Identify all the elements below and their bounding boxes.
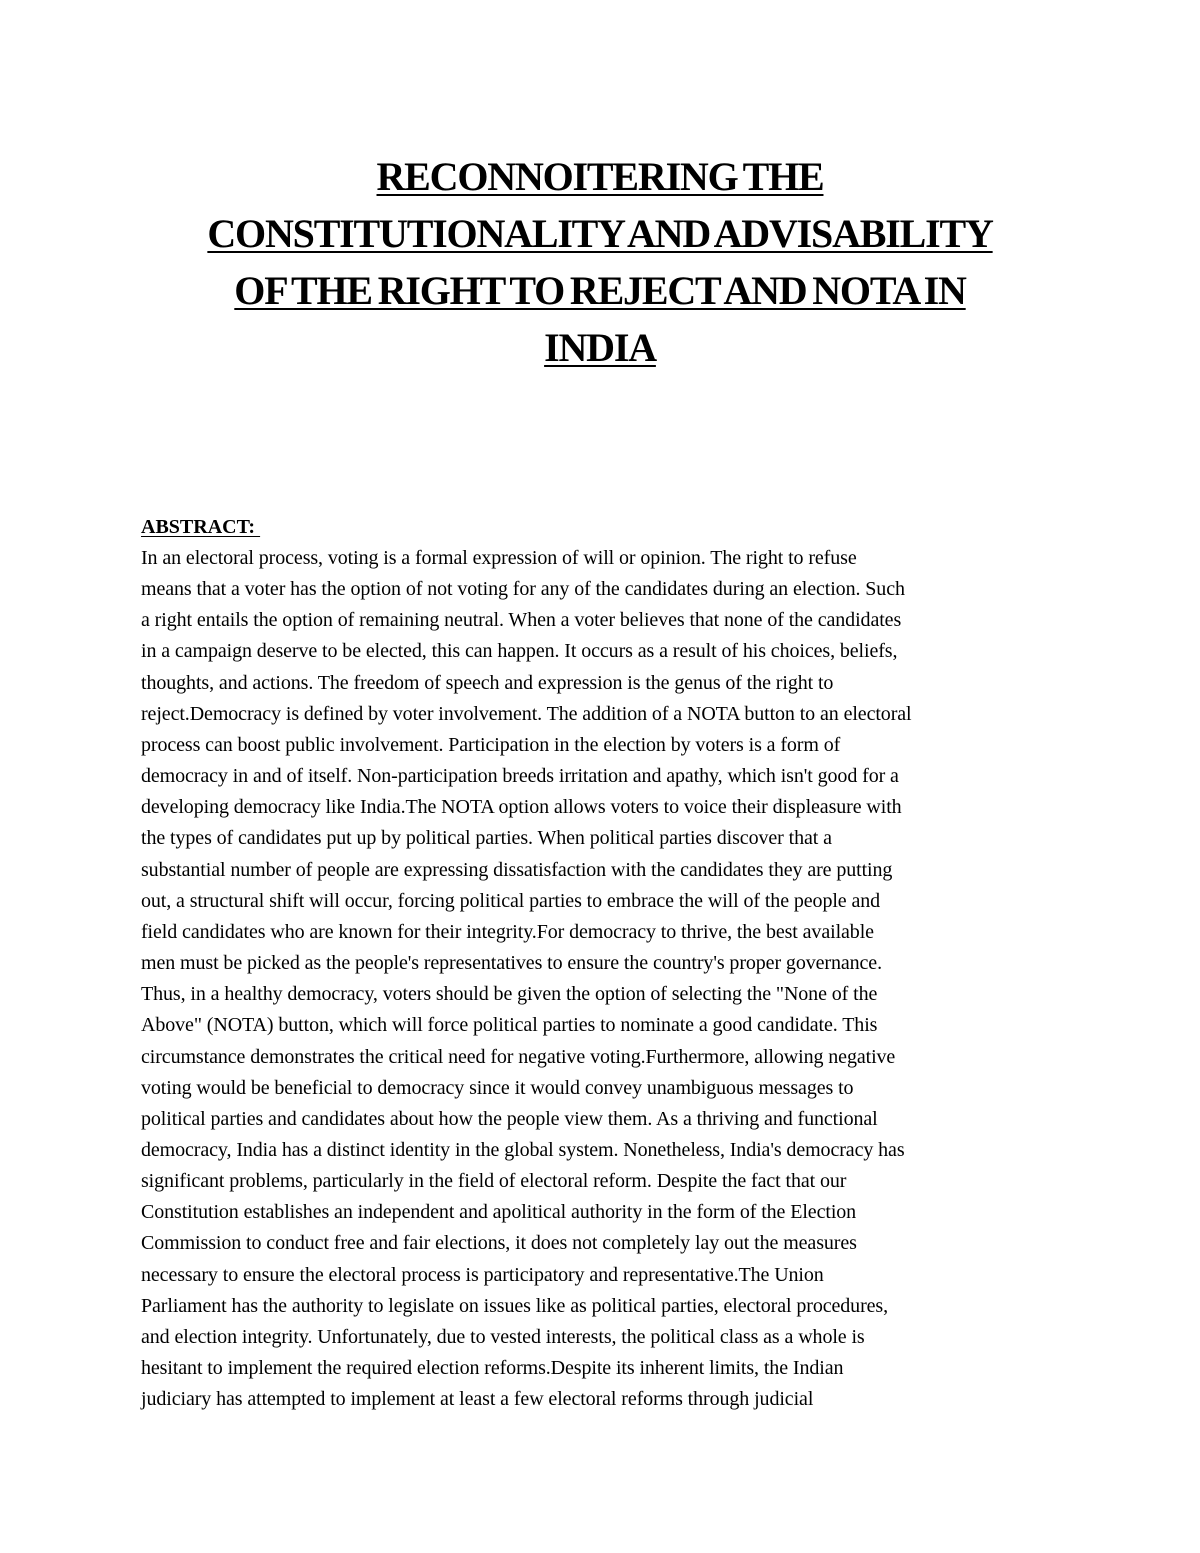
abstract-line: voting would be beneficial to democracy since it would convey unambiguous messages to (141, 1076, 854, 1099)
abstract-line: judiciary has attempted to implement at least a few electoral reforms through judicial (141, 1388, 814, 1411)
abstract-line: democracy, India has a distinct identity in the global system. Nonetheless, India's democracy has (141, 1138, 905, 1161)
title-line: INDIA (544, 325, 656, 370)
abstract-line: In an electoral process, voting is a formal expression of will or opinion. The right to refuse (141, 547, 857, 569)
title-line: OF THE RIGHT TO REJECT AND NOTA IN (234, 268, 966, 313)
abstract-line: circumstance demonstrates the critical need for negative voting.Furthermore, allowing negative (141, 1045, 896, 1068)
abstract-line: Commission to conduct free and fair elections, it does not completely lay out the measures (141, 1232, 857, 1255)
abstract-line: a right entails the option of remaining neutral. When a voter believes that none of the candidates (141, 609, 902, 632)
abstract-line: men must be picked as the people's representatives to ensure the country's proper governance. (141, 952, 882, 975)
title-line: CONSTITUTIONALITY AND ADVISABILITY (207, 211, 993, 256)
abstract-line: process can boost public involvement. Participation in the election by voters is a form of (141, 733, 841, 756)
document-title (100, 148, 1100, 376)
abstract-line: in a campaign deserve to be elected, this can happen. It occurs as a result of his choices, beliefs, (141, 640, 898, 663)
abstract-line: Above" (NOTA) button, which will force political parties to nominate a good candidate. This (141, 1014, 878, 1037)
abstract-line: hesitant to implement the required election reforms.Despite its inherent limits, the Indian (141, 1357, 844, 1380)
abstract-line: and election integrity. Unfortunately, due to vested interests, the political class as a whole is (141, 1325, 865, 1348)
abstract-line: means that a voter has the option of not voting for any of the candidates during an election. Such (141, 578, 905, 601)
abstract-line: developing democracy like India.The NOTA option allows voters to voice their displeasure with (141, 796, 902, 819)
abstract-line: Parliament has the authority to legislate on issues like as political parties, electoral procedures, (141, 1294, 888, 1317)
abstract-heading: ABSTRACT: (141, 516, 261, 538)
abstract-line: significant problems, particularly in the field of electoral reform. Despite the fact that our (141, 1170, 847, 1193)
abstract-line: Constitution establishes an independent and apolitical authority in the form of the Election (141, 1201, 857, 1224)
abstract-line: necessary to ensure the electoral process is participatory and representative.The Union (141, 1263, 824, 1286)
abstract-section (141, 512, 1071, 1415)
title-line: RECONNOITERING THE (376, 154, 824, 199)
abstract-line: the types of candidates put up by political parties. When political parties discover that a (141, 827, 832, 850)
abstract-line: political parties and candidates about how the people view them. As a thriving and functional (141, 1107, 878, 1130)
abstract-line: reject.Democracy is defined by voter involvement. The addition of a NOTA button to an electoral (141, 702, 912, 725)
abstract-line: thoughts, and actions. The freedom of speech and expression is the genus of the right to (141, 671, 834, 694)
abstract-line: Thus, in a healthy democracy, voters should be given the option of selecting the "None of the (141, 983, 878, 1006)
abstract-line: out, a structural shift will occur, forcing political parties to embrace the will of the people and (141, 889, 881, 912)
abstract-line: field candidates who are known for their integrity.For democracy to thrive, the best available (141, 920, 874, 943)
abstract-line: democracy in and of itself. Non-participation breeds irritation and apathy, which isn't good for a (141, 765, 899, 788)
abstract-line: substantial number of people are expressing dissatisfaction with the candidates they are putting (141, 858, 893, 881)
